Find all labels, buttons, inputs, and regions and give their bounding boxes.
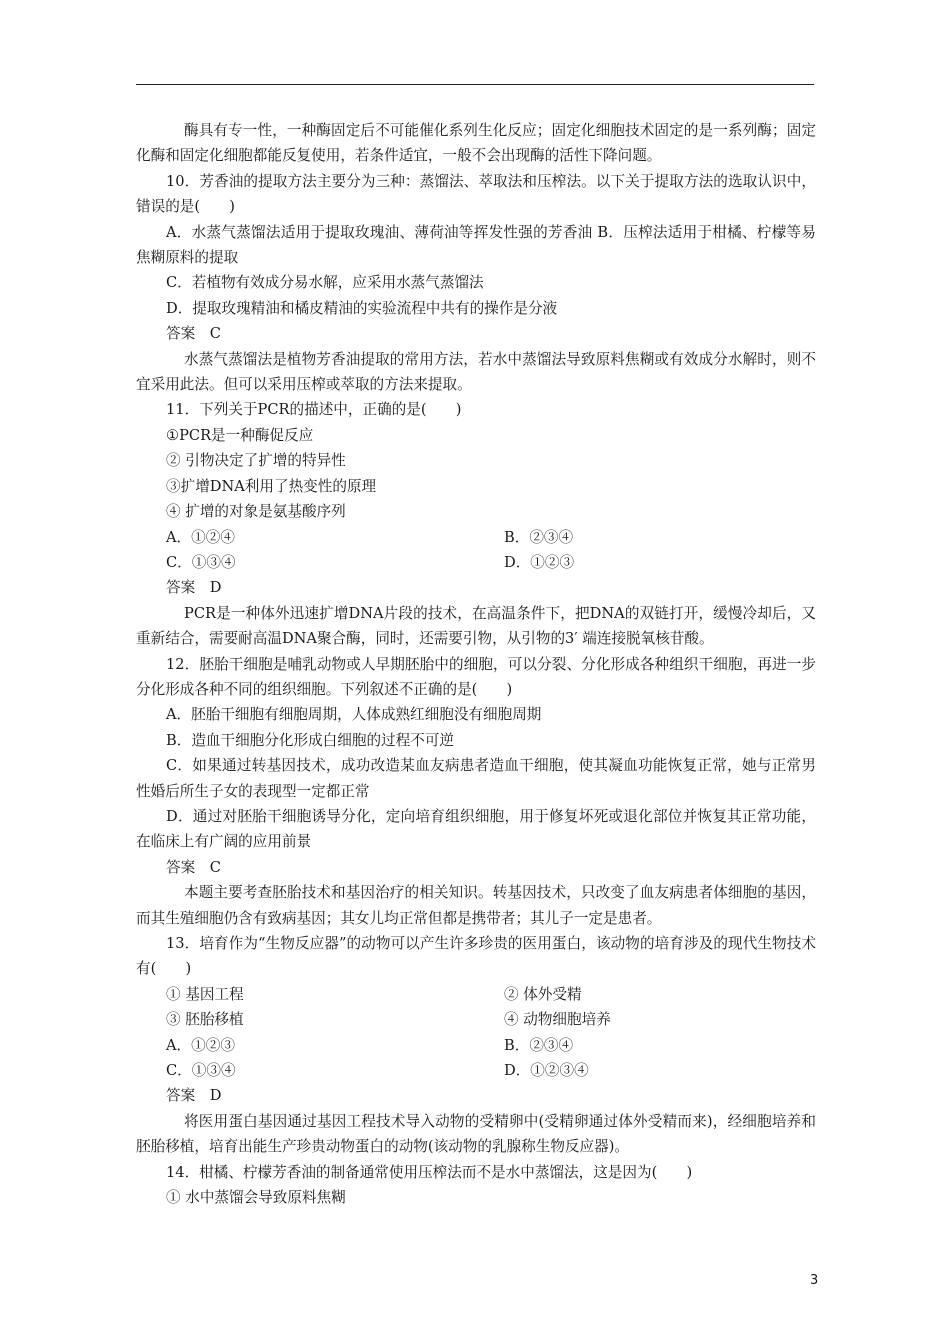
item-1: ① 基因工程 [166,985,244,1003]
question-14: 14．柑橘、柠檬芳香油的制备通常使用压榨法而不是水中蒸馏法，这是因为( ) [166,1163,693,1181]
explanation-9: 酶具有专一性，一种酶固定后不可能催化系列生化反应；固定化细胞技术固定的是一系列酶；固定化酶和固定化细胞都能反复使用，若条件适宜，一般不会出现酶的活性下降问题。 [136,122,816,165]
explanation-13: 将医用蛋白基因通过基因工程技术导入动物的受精卵中(受精卵通过体外受精而来)，经细胞培养和胚胎移植，培育出能生产珍贵动物蛋白的动物(该动物的乳腺称生物反应器)。 [136,1112,816,1156]
question-12-option-b: B．造血干细胞分化形成白细胞的过程不可逆 [166,731,455,749]
question-13-options-row-2 [136,1058,816,1083]
explanation-10: 水蒸气蒸馏法是植物芳香油提取的常用方法，若水中蒸馏法导致原料焦糊或有效成分水解时，则不宜采用此法。但可以采用压榨或萃取的方法来提取。 [136,350,816,394]
question-11-item-2: ② 引物决定了扩增的特异性 [166,452,346,470]
question-11-item-1: ①PCR是一种酶促反应 [166,426,314,444]
option-d: D．①②③④ [504,1062,589,1080]
question-10-option-d: D．提取玫瑰精油和橘皮精油的实验流程中共有的操作是分液 [166,299,558,317]
question-13-items-row-2 [136,1007,816,1032]
item-2: ② 体外受精 [504,985,582,1003]
page-number: 3 [810,1273,819,1288]
question-14-item-1: ① 水中蒸馏会导致原料焦糊 [166,1189,346,1207]
answer-12: 答案 C [166,858,221,876]
explanation-12: 本题主要考查胚胎技术和基因治疗的相关知识。转基因技术，只改变了血友病患者体细胞的基因，而其生殖细胞仍含有致病基因；其女儿均正常但都是携带者；其儿子一定是患者。 [136,884,816,927]
question-13: 13．培育作为“生物反应器”的动物可以产生许多珍贵的医用蛋白，该动物的培育涉及的现代生物技术有( ) [136,935,816,978]
explanation-11: PCR是一种体外迅速扩增DNA片段的技术，在高温条件下，把DNA的双链打开，缓慢冷却后，又重新结合，需要耐高温DNA聚合酶，同时，还需要引物，从引物的3′ 端连接脱氧核苷酸。 [136,604,816,648]
question-10: 10．芳香油的提取方法主要分为三种：蒸馏法、萃取法和压榨法。以下关于提取方法的选取认识中，错误的是( ) [136,172,816,216]
item-3: ③ 胚胎移植 [166,1011,244,1029]
question-11-item-4: ④ 扩增的对象是氨基酸序列 [166,503,346,521]
question-12-option-a: A．胚胎干细胞有细胞周期，人体成熟红细胞没有细胞周期 [166,706,542,724]
question-11-options-row-2 [136,550,816,575]
question-11: 11．下列关于PCR的描述中，正确的是( ) [166,401,462,419]
question-12-option-d: D．通过对胚胎干细胞诱导分化，定向培育组织细胞，用于修复坏死或退化部位并恢复其正常功能，在临床上有广阔的应用前景 [136,807,816,851]
question-13-items-row-1 [136,982,816,1007]
question-13-options-row-1 [136,1033,816,1058]
question-10-option-ab: A．水蒸气蒸馏法适用于提取玫瑰油、薄荷油等挥发性强的芳香油 B．压榨法适用于柑橘、柠檬等易焦糊原料的提取 [136,223,816,267]
option-b: B．②③④ [504,528,574,546]
question-11-options-row-1 [136,525,816,550]
question-10-option-c: C．若植物有效成分易水解，应采用水蒸气蒸馏法 [166,274,484,292]
question-12-option-c: C．如果通过转基因技术，成功改造某血友病患者造血干细胞，使其凝血功能恢复正常，她与正常男性婚后所生子女的表现型一定都正常 [136,757,816,800]
answer-13: 答案 D [166,1087,222,1105]
option-b: B．②③④ [504,1036,574,1054]
answer-10: 答案 C [166,325,221,343]
option-a: A．①②③ [166,1036,235,1054]
option-a: A．①②④ [166,528,235,546]
question-12: 12．胚胎干细胞是哺乳动物或人早期胚胎中的细胞，可以分裂、分化形成各种组织干细胞，再进一步分化形成各种不同的组织细胞。下列叙述不正确的是( ) [136,655,816,698]
option-c: C．①③④ [166,1062,236,1080]
question-11-item-3: ③扩增DNA利用了热变性的原理 [166,477,377,495]
option-c: C．①③④ [166,553,236,571]
answer-11: 答案 D [166,579,222,597]
header-rule [136,84,814,85]
item-4: ④ 动物细胞培养 [504,1011,611,1029]
option-d: D．①②③ [504,553,575,571]
document-body [136,118,816,1210]
